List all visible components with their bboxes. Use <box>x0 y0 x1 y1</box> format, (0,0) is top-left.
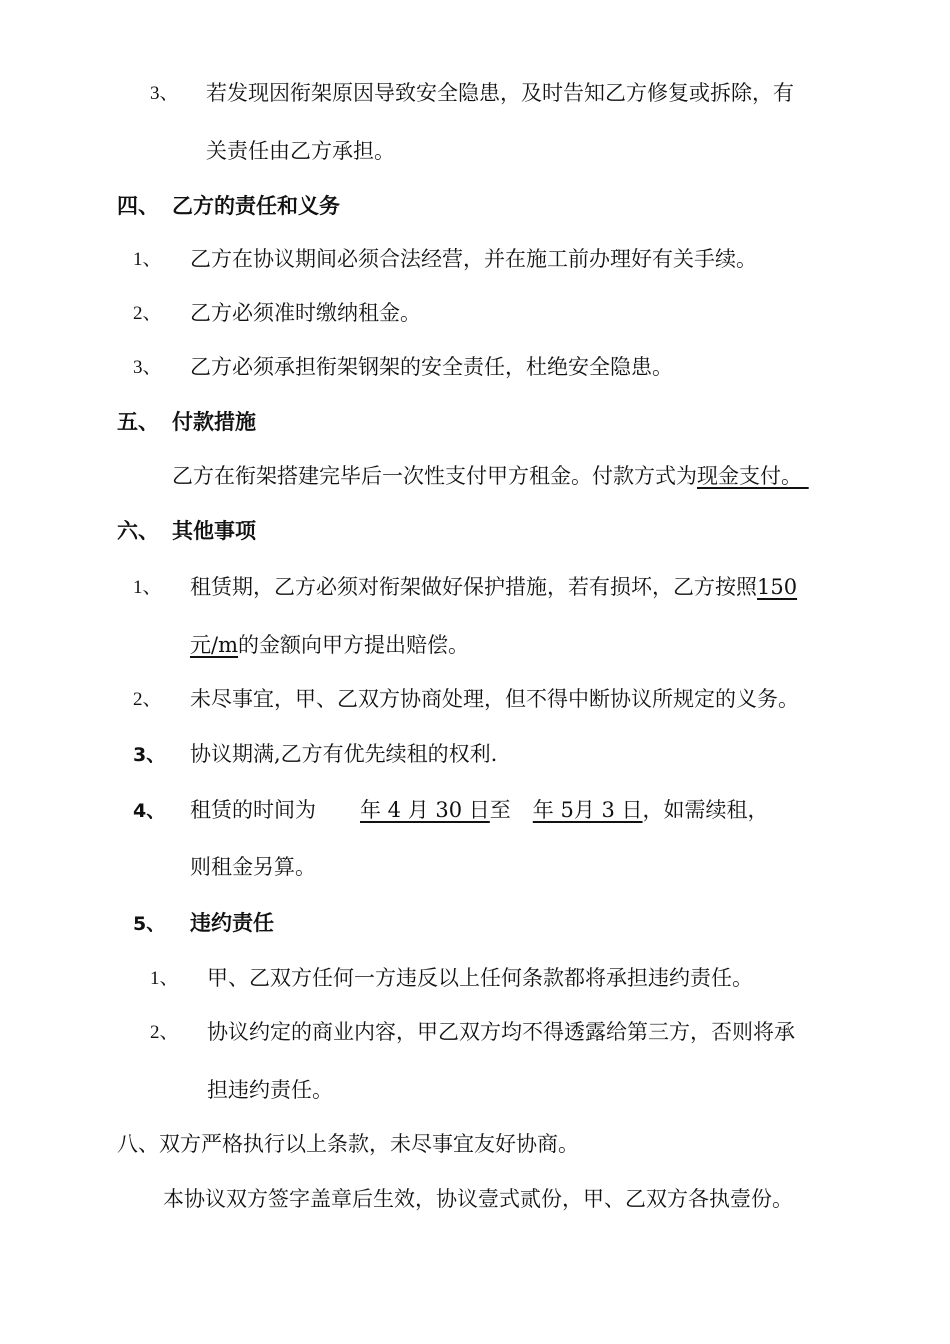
compensation-unit: 元/m <box>190 633 238 657</box>
lease-period-text <box>190 796 769 824</box>
lease-renewal-text: ，如需续租， <box>642 798 769 822</box>
lease-period-to: 至 <box>489 798 511 822</box>
payment-text <box>172 462 809 490</box>
clause-text: 协议期满,乙方有优先续租的权利. <box>190 742 498 766</box>
clause-text: 乙方必须承担衔架钢架的安全责任，杜绝安全隐患。 <box>190 355 673 379</box>
lease-start-date <box>316 798 490 822</box>
section-title: 乙方的责任和义务 <box>172 194 340 218</box>
underline-tail <box>802 464 809 488</box>
compensation-text-tail: 的金额向甲方提出赔偿。 <box>238 633 469 657</box>
clause-text: 乙方必须准时缴纳租金。 <box>190 301 421 325</box>
item-number: 3、 <box>133 357 162 378</box>
item-number: 4、 <box>133 800 166 822</box>
clause-text-continued: 则租金另算。 <box>190 855 316 879</box>
payment-method-value: 现金支付。 <box>697 464 802 488</box>
clause-text-continued <box>190 631 469 659</box>
subsection-title: 违约责任 <box>190 911 274 935</box>
clause-text: 乙方在协议期间必须合法经营，并在施工前办理好有关手续。 <box>190 247 757 271</box>
clause-text: 协议约定的商业内容，甲乙双方均不得透露给第三方，否则将承 <box>207 1020 795 1044</box>
item-number: 3、 <box>150 83 179 104</box>
section-number: 五、 <box>117 410 159 434</box>
lease-start-date-value: 年 4 月 30 日 <box>360 798 490 822</box>
clause-text-continued: 关责任由乙方承担。 <box>206 139 395 163</box>
compensation-amount: 150 <box>757 575 798 599</box>
item-number: 1、 <box>150 968 179 989</box>
lease-end-date-value: 年 5月 3 日 <box>532 798 643 822</box>
clause-text: 未尽事宜，甲、乙双方协商处理，但不得中断协议所规定的义务。 <box>190 687 799 711</box>
lease-period-label: 租赁的时间为 <box>190 798 316 822</box>
clause-text: 若发现因衔架原因导致安全隐患，及时告知乙方修复或拆除，有 <box>206 81 794 105</box>
closing-text: 本协议双方签字盖章后生效，协议壹式贰份，甲、乙双方各执壹份。 <box>163 1187 793 1211</box>
item-number: 2、 <box>133 689 162 710</box>
section-title: 付款措施 <box>172 410 256 434</box>
clause-text: 甲、乙双方任何一方违反以上任何条款都将承担违约责任。 <box>207 966 753 990</box>
payment-method-label: 乙方在衔架搭建完毕后一次性支付甲方租金。付款方式为 <box>172 464 697 488</box>
item-number: 2、 <box>133 303 162 324</box>
item-number: 1、 <box>133 249 162 270</box>
item-number: 1、 <box>133 577 162 598</box>
compensation-text: 租赁期，乙方必须对衔架做好保护措施，若有损坏，乙方按照 <box>190 575 757 599</box>
section-title: 其他事项 <box>172 519 256 543</box>
lease-end-date <box>511 798 643 822</box>
section-number: 四、 <box>117 194 159 218</box>
item-number: 5、 <box>133 913 166 935</box>
item-number: 3、 <box>133 744 166 766</box>
clause-text <box>190 573 797 601</box>
clause-text-continued: 担违约责任。 <box>207 1078 333 1102</box>
section-eight-text: 八、双方严格执行以上条款，未尽事宜友好协商。 <box>117 1132 579 1156</box>
section-number: 六、 <box>117 519 159 543</box>
item-number: 2、 <box>150 1022 179 1043</box>
